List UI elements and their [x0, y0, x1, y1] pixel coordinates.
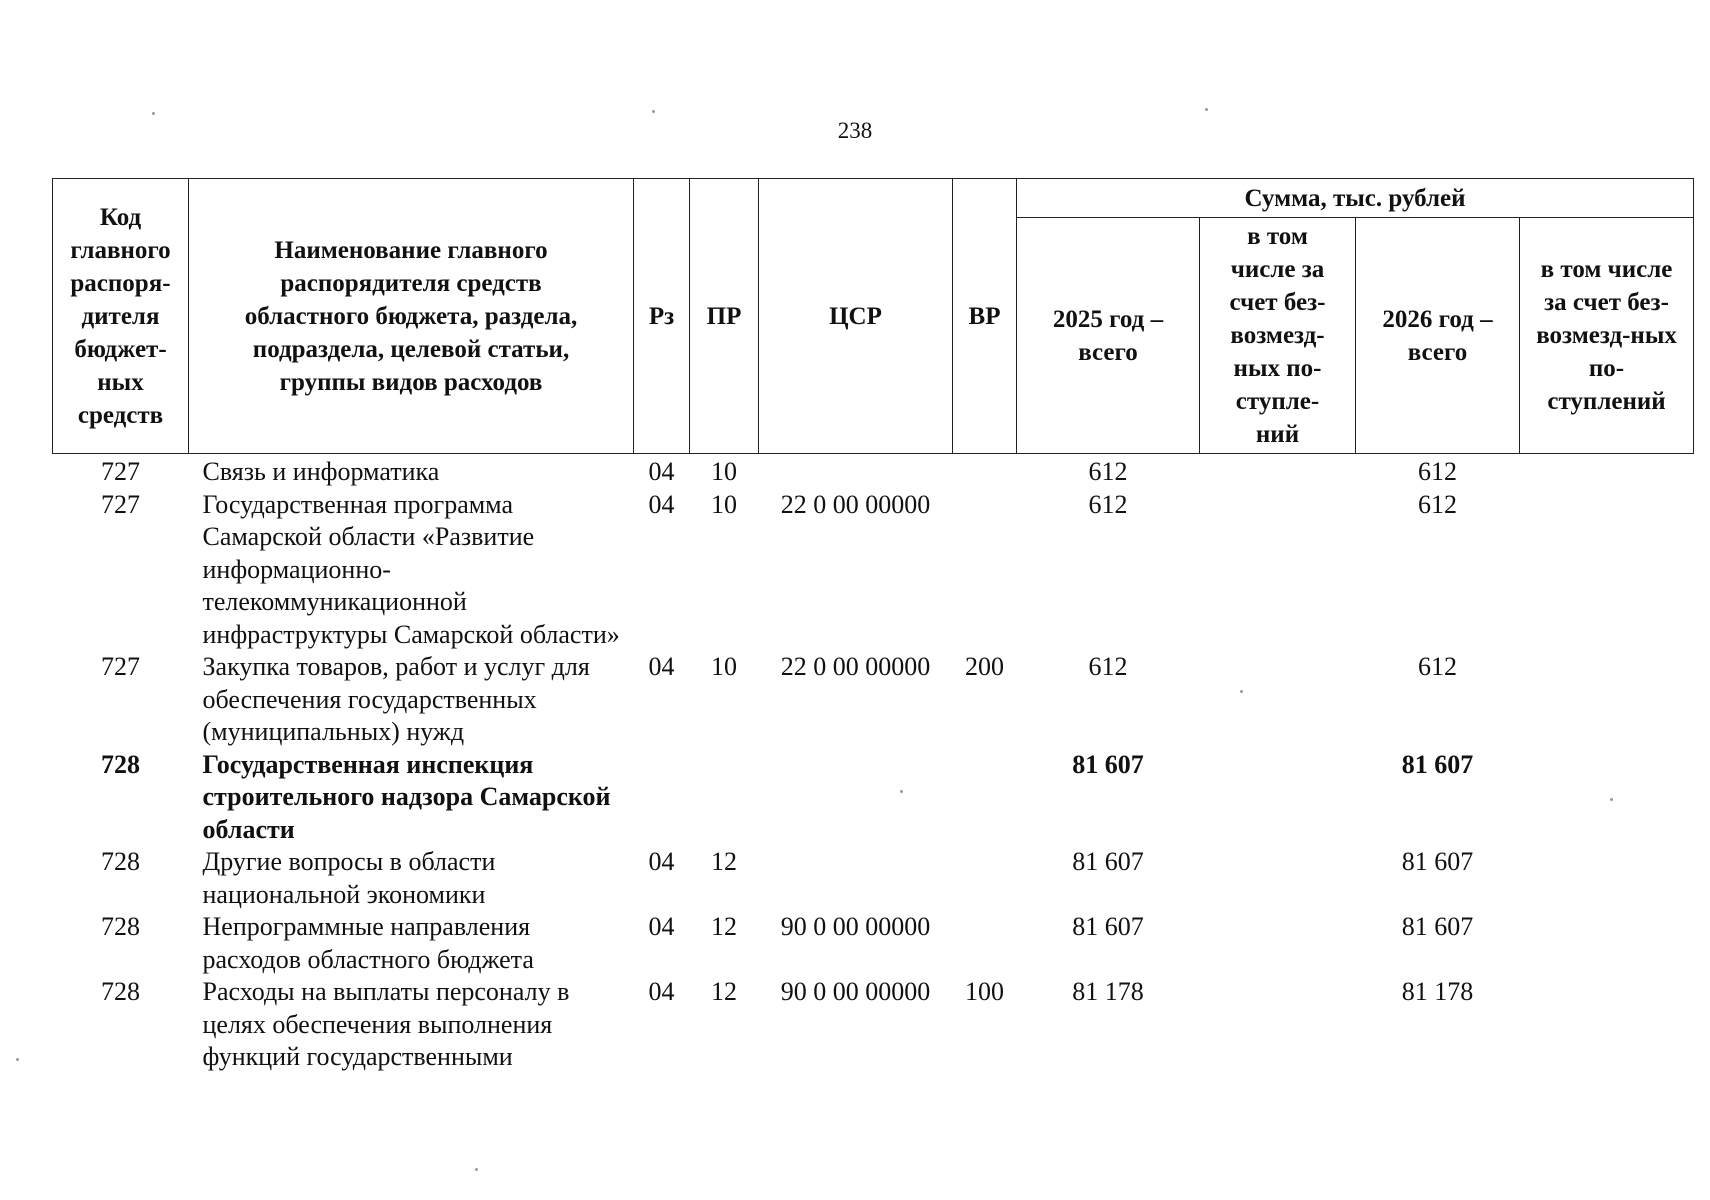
header-2026-total: 2026 год – всего: [1356, 218, 1520, 454]
cell-code: 728: [101, 847, 140, 876]
table-body: [53, 454, 1694, 1074]
cell-2026-free: [1520, 749, 1694, 847]
scan-speck: [900, 790, 903, 793]
table-row: [53, 846, 1694, 911]
header-rz: Рз: [634, 179, 690, 454]
table-row: [53, 749, 1694, 847]
cell-rz: 04: [648, 912, 675, 941]
scan-speck: [16, 1058, 19, 1061]
cell-2025-total: 81 607: [1072, 847, 1144, 876]
cell-2026-total: 81 607: [1401, 912, 1474, 941]
cell-pr: 10: [711, 489, 737, 519]
cell-2025-total: 612: [1088, 489, 1128, 519]
scan-speck: [1205, 108, 1208, 111]
cell-code: 728: [101, 912, 140, 941]
cell-2026-total: 612: [1418, 652, 1457, 681]
cell-pr: 10: [711, 457, 737, 486]
cell-rz: 04: [648, 652, 675, 681]
cell-2025-total: 81 607: [1072, 912, 1144, 941]
header-2026-free: в том числе за счет без-возмезд-ных по-ступлений: [1520, 218, 1694, 454]
table-row: [53, 911, 1694, 976]
header-csr: ЦСР: [759, 179, 953, 454]
cell-pr: [690, 749, 759, 847]
cell-vr: [953, 489, 1017, 652]
scan-speck: [652, 110, 655, 113]
cell-2025-free: [1200, 454, 1356, 489]
cell-rz: [634, 749, 690, 847]
scan-speck: [1610, 798, 1613, 801]
cell-name: Связь и информатика: [202, 457, 440, 486]
table-row: [53, 976, 1694, 1074]
header-vr: ВР: [953, 179, 1017, 454]
cell-2026-total: 81 607: [1401, 847, 1474, 876]
header-code: Код главного распоря-дителя бюджет-ных средств: [53, 179, 189, 454]
table-header: [53, 179, 1694, 454]
cell-vr: 200: [965, 652, 1004, 681]
header-pr: ПР: [690, 179, 759, 454]
cell-2026-free: [1520, 846, 1694, 911]
cell-2026-free: [1520, 976, 1694, 1074]
page-number: 238: [837, 118, 873, 143]
cell-name: Непрограммные направления расходов областного бюджета: [202, 912, 534, 974]
table-row: [53, 651, 1694, 749]
cell-vr: 100: [965, 977, 1004, 1006]
header-2025-total: 2025 год – всего: [1017, 218, 1200, 454]
budget-table: [52, 178, 1694, 1074]
cell-vr: [953, 911, 1017, 976]
cell-2025-total: 81 178: [1072, 977, 1144, 1006]
cell-rz: 04: [648, 489, 675, 519]
scan-speck: [152, 112, 155, 115]
cell-csr: 90 0 00 00000: [780, 912, 931, 941]
cell-rz: 04: [648, 457, 675, 486]
cell-rz: 04: [648, 977, 675, 1006]
cell-csr: 90 0 00 00000: [780, 977, 931, 1006]
cell-2025-free: [1200, 976, 1356, 1074]
cell-2026-free: [1520, 489, 1694, 652]
cell-2025-total: 612: [1088, 652, 1128, 681]
table-row: [53, 454, 1694, 489]
cell-vr: [953, 749, 1017, 847]
cell-csr: 22 0 00 00000: [780, 489, 931, 519]
cell-2026-total: 81 178: [1401, 977, 1474, 1006]
cell-2026-free: [1520, 454, 1694, 489]
cell-2026-total: 81 607: [1401, 749, 1474, 779]
cell-csr: [759, 749, 953, 847]
cell-pr: 12: [711, 977, 737, 1006]
cell-csr: [759, 454, 953, 489]
scan-speck: [1240, 690, 1243, 693]
table-row: [53, 489, 1694, 652]
scan-speck: [475, 1168, 478, 1171]
cell-csr: [759, 846, 953, 911]
cell-name: Государственная программа Самарской области «Развитие информационно-телекоммуникационной инфраструктуры Самарской области»: [202, 489, 620, 649]
cell-2026-total: 612: [1418, 489, 1457, 519]
cell-name: Другие вопросы в области национальной экономики: [202, 847, 496, 909]
cell-vr: [953, 454, 1017, 489]
cell-2025-free: [1200, 489, 1356, 652]
cell-2025-free: [1200, 911, 1356, 976]
cell-2025-total: 81 607: [1072, 749, 1144, 779]
cell-pr: 12: [711, 847, 737, 876]
cell-code: 727: [101, 489, 140, 519]
header-2025-free: в том числе за счет без-возмезд-ных по-ступле-ний: [1200, 218, 1356, 454]
cell-2025-free: [1200, 846, 1356, 911]
cell-pr: 12: [711, 912, 737, 941]
cell-name: Государственная инспекция строительного надзора Самарской области: [202, 749, 611, 844]
cell-vr: [953, 846, 1017, 911]
cell-code: 728: [101, 749, 140, 779]
cell-name: Расходы на выплаты персоналу в целях обеспечения выполнения функций государственными: [202, 977, 570, 1071]
cell-code: 727: [101, 457, 140, 486]
cell-2025-free: [1200, 749, 1356, 847]
header-sum: Сумма, тыс. рублей: [1017, 179, 1694, 218]
cell-2026-total: 612: [1418, 457, 1457, 486]
cell-pr: 10: [711, 652, 737, 681]
cell-2026-free: [1520, 651, 1694, 749]
cell-2025-total: 612: [1088, 457, 1128, 486]
cell-2025-free: [1200, 651, 1356, 749]
cell-csr: 22 0 00 00000: [780, 652, 931, 681]
cell-rz: 04: [648, 847, 675, 876]
cell-code: 728: [101, 977, 140, 1006]
cell-code: 727: [101, 652, 140, 681]
header-name: Наименование главного распорядителя средств областного бюджета, раздела, подраздела, целевой статьи, группы видов расходов: [189, 179, 634, 454]
cell-2026-free: [1520, 911, 1694, 976]
cell-name: Закупка товаров, работ и услуг для обеспечения государственных (муниципальных) нужд: [202, 652, 590, 746]
